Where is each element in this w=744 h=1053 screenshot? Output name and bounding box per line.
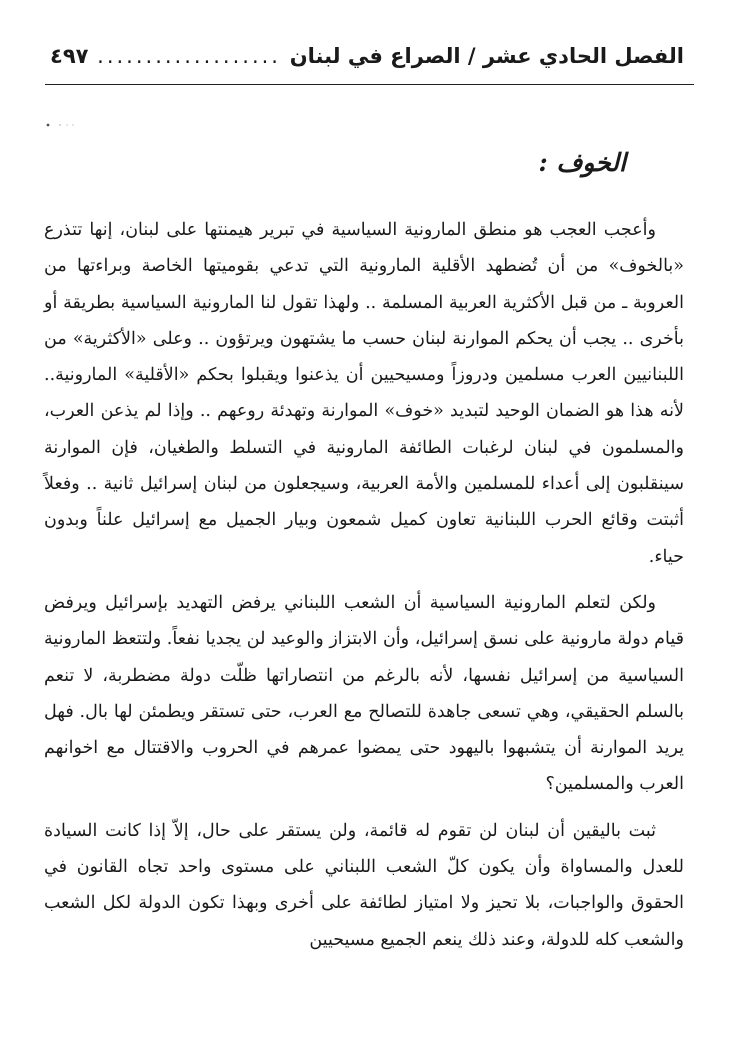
running-header: [50, 44, 684, 78]
paragraph: ولكن لتعلم المارونية السياسية أن الشعب اللبناني يرفض التهديد بإسرائيل ويرفض قيام دولة مارونية على نسق إسرائيل، وأن الابتزاز والوعيد لن يجديا نفعاً. ولتتعظ المارونية السياسية من إسرائيل نفسها، لأنه بالرغم من انتصاراتها ظلّت دولة مضطربة، لا تنعم بالسلم الحقيقي، وهي تسعى جاهدة للتصالح مع العرب، حتى تستقر ويطمئن لها بال. فهل يريد الموارنة أن يتشبهوا باليهود حتى يمضوا عمرهم في الحروب والاقتتال مع اخوانهم العرب والمسلمين؟: [44, 592, 684, 795]
body-text: [44, 212, 684, 958]
paragraph: وأعجب العجب هو منطق المارونية السياسية في تبرير هيمنتها على لبنان، إنها تتذرع «بالخوف» من أن تُضطهد الأقلية المارونية التي تدعي بقوميتها الخاصة وبراءتها من العروبة ـ من قبل الأكثرية العربية المسلمة .. ولهذا تقول لنا المارونية السياسية بطريقة أو بأخرى .. يجب أن يحكم الموارنة لبنان حسب ما يشتهون ويرتؤون .. وعلى «الأكثرية» من اللبنانيين العرب مسلمين ودروزاً ومسيحيين أن يذعنوا ويقبلوا بحكم «الأقلية» المارونية.. لأنه هذا هو الضمان الوحيد لتبديد «خوف» الموارنة وتهدئة روعهم .. وإذا لم يذعن العرب، والمسلمون في لبنان لرغبات الطائفة المارونية في التسلط والطغيان، فإن الموارنة سينقلبون إلى أعداء للمسلمين والأمة العربية، وسيجعلون من لبنان إسرائيل ثانية .. وفعلاً أثبتت وقائع الحرب اللبنانية تعاون كميل شمعون وبيار الجميل مع إسرائيل علناً وبدون حياء.: [44, 220, 684, 567]
scan-speck-icon: [40, 122, 80, 128]
leader-dots: ...................: [97, 44, 281, 68]
section-heading: الخوف :: [538, 148, 626, 177]
paragraph: ثبت باليقين أن لبنان لن تقوم له قائمة، ولن يستقر على حال، إلاّ إذا كانت السيادة للعدل والمساواة وأن يكون كلّ الشعب اللبناني على مستوى واحد تجاه القانون في الحقوق والواجبات، بلا تحيز ولا امتياز لطائفة على أخرى وبهذا تكون الدولة لكل الشعب والشعب كله للدولة، وعند ذلك ينعم الجميع مسيحيين: [44, 820, 684, 950]
header-rule: [45, 84, 694, 85]
page-number: ٤٩٧: [50, 44, 89, 68]
chapter-title: الفصل الحادي عشر / الصراع في لبنان: [289, 44, 684, 68]
